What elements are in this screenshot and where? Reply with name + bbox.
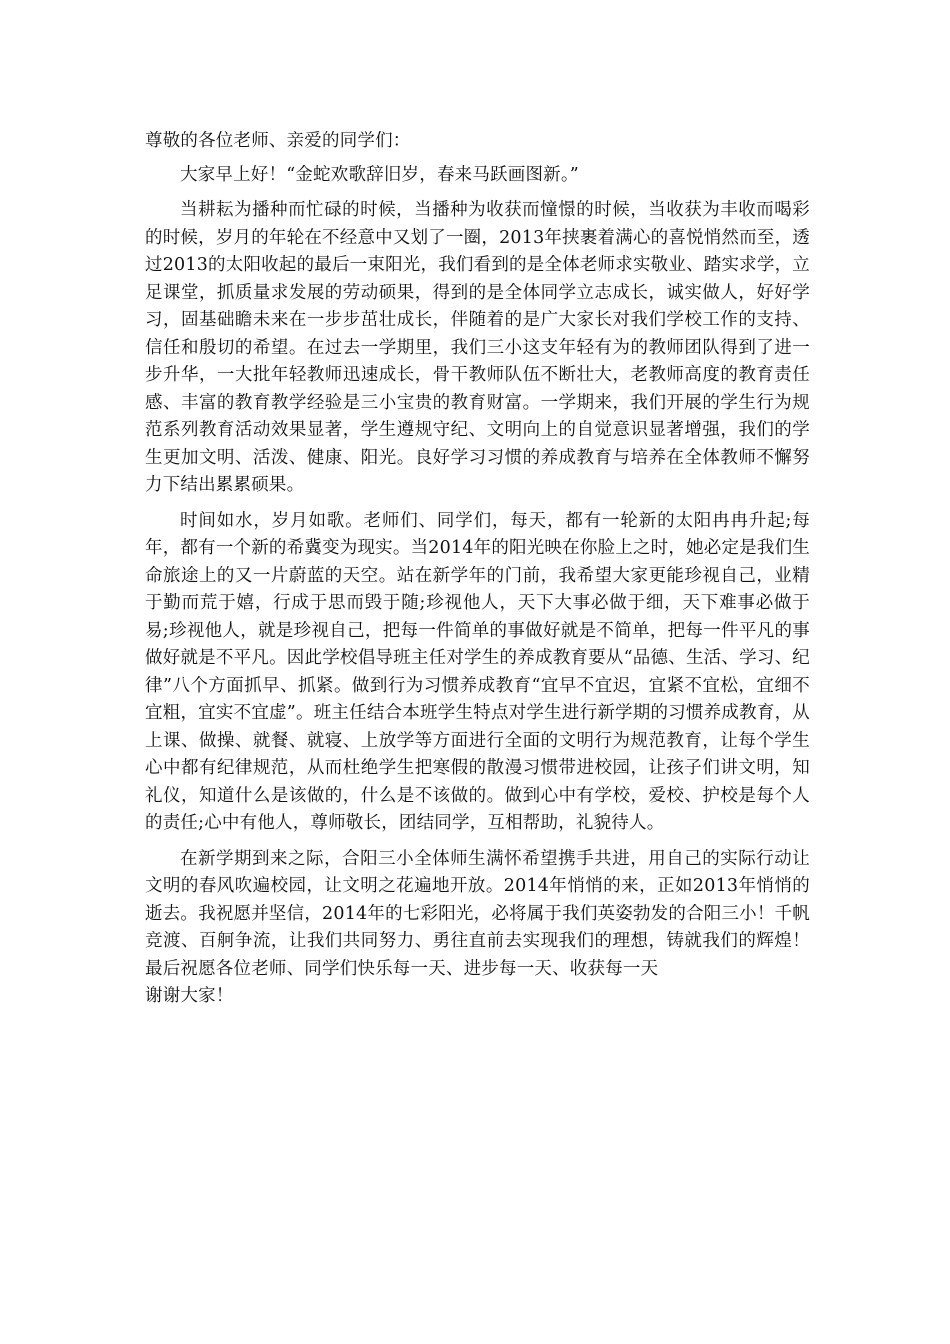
paragraph-wishes: 在新学期到来之际，合阳三小全体师生满怀希望携手共进，用自己的实际行动让文明的春风吹遍校园，让文明之花遍地开放。2014年悄悄的来，正如2013年悄悄的逝去。我祝愿并坚信，2014年的七彩阳光，必将属于我们英姿勃发的合阳三小！千帆竞渡、百舸争流，让我们共同努力、勇往直前去实现我们的理想，铸就我们的辉煌！最后祝愿各位老师、同学们快乐每一天、进步每一天、收获每一天 <box>145 848 810 979</box>
closing-line: 谢谢大家！ <box>145 986 234 1006</box>
greeting-line: 大家早上好！“金蛇欢歌辞旧岁，春来马跃画图新。” <box>180 164 579 185</box>
speech-text <box>145 128 810 1011</box>
paragraph-review: 当耕耘为播种而忙碌的时候，当播种为收获而憧憬的时候，当收获为丰收而喝彩的时候，岁月的年轮在不经意中又划了一圈，2013年挟裹着满心的喜悦悄然而至，透过2013的太阳收起的最后一束阳光，我们看到的是全体老师求实敬业、踏实求学，立足课堂，抓质量求发展的劳动硕果，得到的是全体同学立志成长，诚实做人，好好学习，固基础瞻未来在一步步茁壮成长，伴随着的是广大家长对我们学校工作的支持、信任和殷切的希望。在过去一学期里，我们三小这支年轻有为的教师团队得到了进一步升华，一大批年轻教师迅速成长，骨干教师队伍不断壮大，老教师高度的教育责任感、丰富的教育教学经验是三小宝贵的教育财富。一学期来，我们开展的学生行为规范系列教育活动效果显著，学生遵规守纪、文明向上的自觉意识显著增强，我们的学生更加文明、活泼、健康、阳光。良好学习习惯的养成教育与培养在全体教师不懈努力下结出累累硕果。 <box>145 200 810 495</box>
paragraph-new-year: 时间如水，岁月如歌。老师们、同学们，每天，都有一轮新的太阳冉冉升起;每年，都有一个新的希冀变为现实。当2014年的阳光映在你脸上之时，她必定是我们生命旅途上的又一片蔚蓝的天空。站在新学年的门前，我希望大家更能珍视自己，业精于勤而荒于嬉，行成于思而毁于随;珍视他人，天下大事必做于细，天下难事必做于易;珍视他人，就是珍视自己，把每一件简单的事做好就是不简单，把每一件平凡的事做好就是不平凡。因此学校倡导班主任对学生的养成教育要从“品德、生活、学习、纪律”八个方面抓早、抓紧。做到行为习惯养成教育“宜早不宜迟，宜紧不宜松，宜细不宜粗，宜实不宜虚”。班主任结合本班学生特点对学生进行新学期的习惯养成教育，从上课、做操、就餐、就寝、上放学等方面进行全面的文明行为规范教育，让每个学生心中都有纪律规范，从而杜绝学生把寒假的散漫习惯带进校园，让孩子们讲文明，知礼仪，知道什么是该做的，什么是不该做的。做到心中有学校，爱校、护校是每个人的责任;心中有他人，尊师敬长，团结同学，互相帮助，礼貌待人。 <box>145 510 810 833</box>
salutation: 尊敬的各位老师、亲爱的同学们： <box>145 131 411 151</box>
